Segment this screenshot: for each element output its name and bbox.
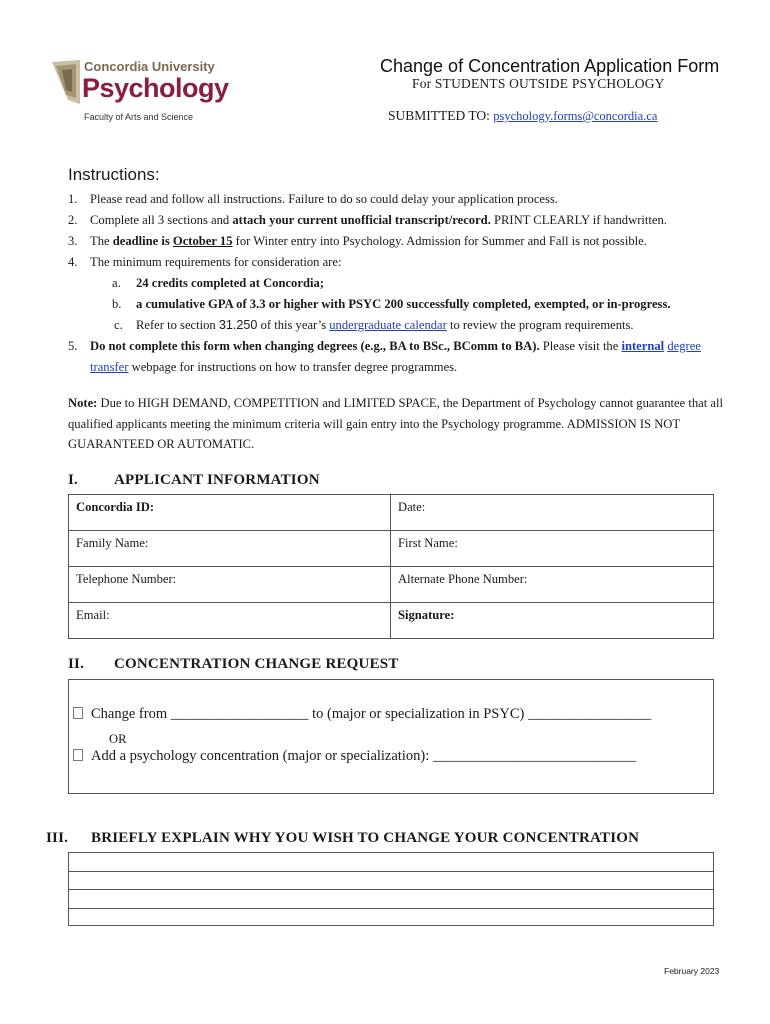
instruction-text: Please read and follow all instructions. Failure to do so could delay your application process. — [90, 192, 558, 206]
submitted-to-label: SUBMITTED TO: — [388, 108, 494, 123]
concordia-psychology-logo — [52, 56, 252, 126]
instruction-item-3 — [68, 231, 733, 252]
section-number: I. — [68, 472, 78, 488]
instruction-number: 3. — [68, 234, 78, 248]
footer-date: February 2023 — [664, 966, 720, 976]
section-number: III. — [46, 830, 69, 846]
checkbox[interactable] — [73, 707, 83, 719]
deadline-label: deadline is — [112, 234, 173, 248]
instruction-emphasis: Do not complete this form when changing degrees (e.g., BA to BSc., BComm to BA). — [90, 339, 540, 353]
submission-email-link[interactable]: psychology.forms@concordia.ca — [493, 109, 658, 123]
instruction-number: 4. — [68, 255, 78, 269]
email-field[interactable]: Email: — [69, 603, 391, 639]
instruction-text: The — [90, 234, 113, 248]
internal-link[interactable]: internal — [621, 339, 665, 353]
explanation-line[interactable] — [68, 889, 714, 908]
admission-note — [68, 393, 733, 455]
instruction-number: 2. — [68, 213, 78, 227]
requirement-text: 24 credits completed at Concordia; — [136, 276, 324, 290]
checkbox[interactable] — [73, 749, 83, 761]
requirement-text: to review the program requirements. — [446, 318, 634, 332]
telephone-field[interactable]: Telephone Number: — [69, 567, 391, 603]
logo-department-name: Psychology — [82, 73, 229, 103]
concentration-change-box — [68, 679, 714, 794]
instruction-item-5 — [68, 336, 733, 378]
add-concentration-option[interactable] — [73, 748, 636, 765]
form-title: Change of Concentration Application Form — [380, 56, 720, 76]
note-text: Due to HIGH DEMAND, COMPETITION and LIMITED SPACE, the Department of Psychology cannot guarantee that all qualified applicants meeting the minimum criteria will gain entry into the Psychology programme. ADMISSION IS NOT GUARANTEED OR AUTOMATIC. — [68, 396, 723, 451]
requirement-b — [68, 294, 733, 315]
first-name-field[interactable]: First Name: — [391, 531, 714, 567]
instruction-item-1 — [68, 189, 733, 210]
explanation-line[interactable] — [68, 871, 714, 890]
instruction-emphasis: attach your current unofficial transcript/record. — [232, 213, 491, 227]
instruction-item-4 — [68, 252, 733, 273]
or-separator: OR — [109, 732, 127, 746]
instruction-text: Please visit the — [539, 339, 622, 353]
section-1-heading — [68, 472, 468, 492]
requirement-c — [68, 315, 733, 336]
explanation-line[interactable] — [68, 852, 714, 871]
instructions-list — [68, 189, 733, 378]
date-field[interactable]: Date: — [391, 495, 714, 531]
degree-transfer-link[interactable]: degree transfer — [90, 339, 701, 374]
section-title: CONCENTRATION CHANGE REQUEST — [114, 656, 399, 672]
requirement-text: of this year’s — [257, 318, 330, 332]
calendar-section-number: 31.250 — [218, 318, 258, 332]
section-3-heading — [46, 830, 726, 850]
section-number: II. — [68, 656, 85, 672]
requirement-letter: a. — [112, 276, 121, 290]
change-from-option[interactable] — [73, 706, 651, 723]
logo-university-name: Concordia University — [84, 59, 215, 74]
instruction-text: Complete all 3 sections and — [90, 213, 233, 227]
instruction-text: webpage for instructions on how to transfer degree programmes. — [128, 360, 458, 374]
instructions-heading: Instructions: — [68, 165, 160, 184]
explanation-lines[interactable] — [68, 852, 714, 926]
form-subtitle: For STUDENTS OUTSIDE PSYCHOLOGY — [412, 76, 665, 91]
deadline-date: October 15 — [172, 234, 233, 248]
option-text: Add a psychology concentration (major or specialization): ____________________________ — [91, 748, 636, 764]
instruction-text: for Winter entry into Psychology. Admission for Summer and Fall is not possible. — [232, 234, 647, 248]
instruction-text: PRINT CLEARLY if handwritten. — [490, 213, 667, 227]
signature-field[interactable]: Signature: — [391, 603, 714, 639]
explanation-line[interactable] — [68, 908, 714, 927]
family-name-field[interactable]: Family Name: — [69, 531, 391, 567]
requirement-a — [68, 273, 733, 294]
instruction-number: 1. — [68, 192, 78, 206]
section-2-heading — [68, 656, 518, 676]
requirement-text: a cumulative GPA of 3.3 or higher with PSYC 200 successfully completed, exempted, or in-progress. — [136, 297, 671, 311]
requirement-letter: b. — [112, 297, 122, 311]
requirement-letter: c. — [114, 318, 123, 332]
section-title: APPLICANT INFORMATION — [114, 472, 320, 488]
concordia-id-field[interactable]: Concordia ID: — [69, 495, 391, 531]
instruction-text: The minimum requirements for consideration are: — [90, 255, 342, 269]
instruction-item-2 — [68, 210, 733, 231]
submitted-to — [388, 108, 657, 124]
note-label: Note: — [68, 396, 98, 410]
requirement-text: Refer to section — [136, 318, 219, 332]
logo-faculty-name: Faculty of Arts and Science — [84, 112, 194, 122]
option-text: Change from ___________________ to (major or specialization in PSYC) _________________ — [91, 706, 652, 722]
instruction-number: 5. — [68, 339, 78, 353]
applicant-info-table — [68, 494, 714, 639]
logo-emblem-icon — [52, 60, 82, 106]
undergraduate-calendar-link[interactable]: undergraduate calendar — [329, 318, 447, 332]
alternate-phone-field[interactable]: Alternate Phone Number: — [391, 567, 714, 603]
section-title: BRIEFLY EXPLAIN WHY YOU WISH TO CHANGE YOUR CONCENTRATION — [91, 830, 640, 846]
